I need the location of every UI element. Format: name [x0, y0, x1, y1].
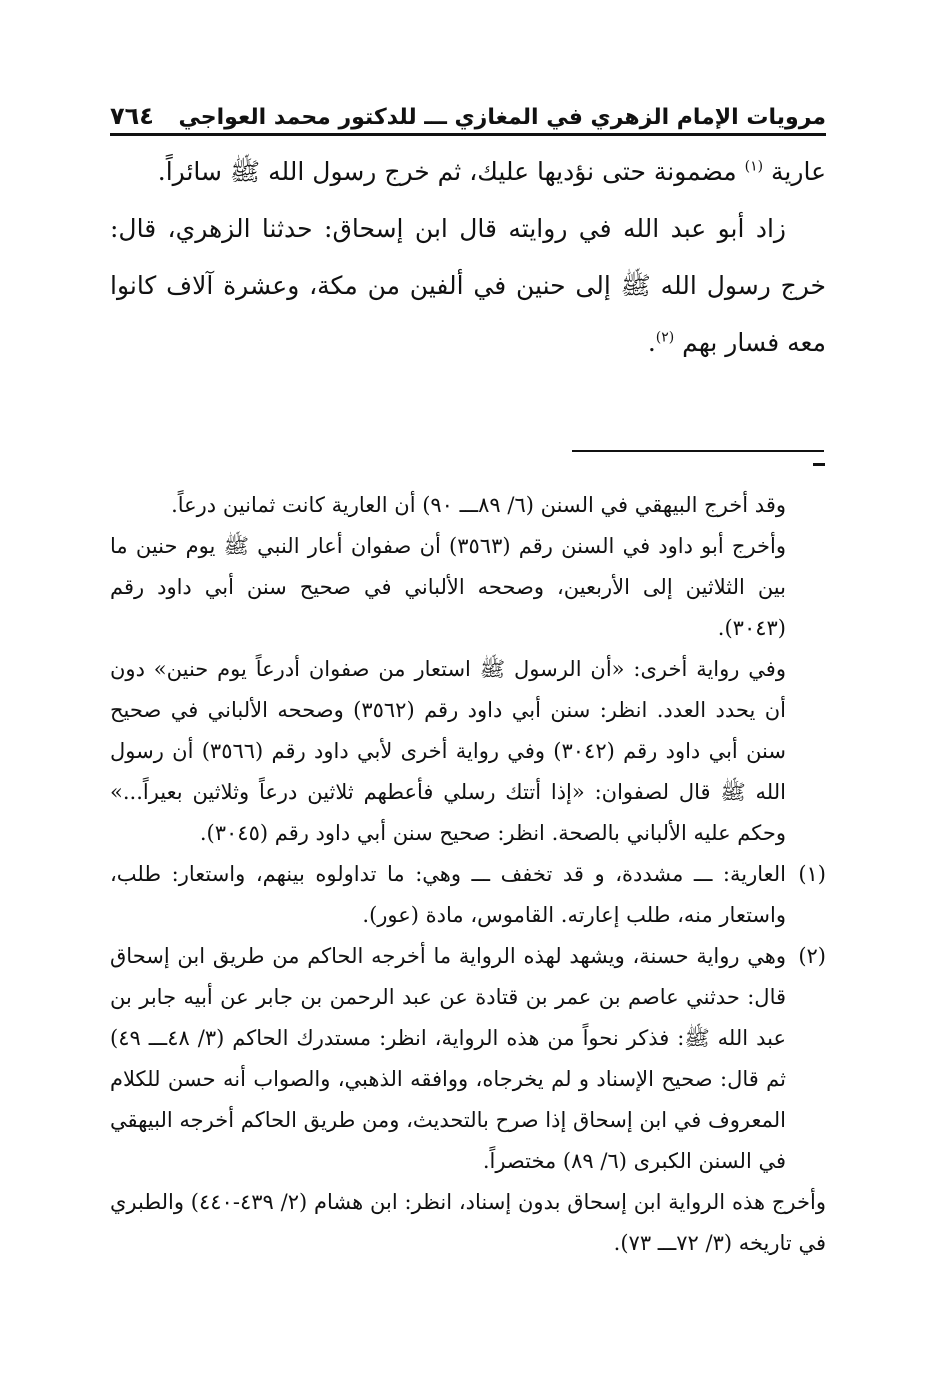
footnote-1 [110, 854, 826, 936]
main-paragraph-end: . [647, 328, 656, 357]
footnote-ref-1: (١) [744, 158, 764, 175]
main-paragraph-text: عارية [763, 157, 826, 186]
main-paragraph [110, 200, 826, 371]
footnote-body [110, 936, 786, 1182]
footnote-body [110, 854, 786, 936]
footnote-continuation-mark [813, 463, 825, 466]
footnote-text: وهي رواية حسنة، ويشهد لهذه الرواية ما أخرجه الحاكم من طريق ابن إسحاق قال: حدثني عاصم بن عمر بن قتادة عن عبد الرحمن بن جابر عن أبيه جابر بن عبد الله ﷺ: فذكر نحواً من هذه الرواية، انظر: مستدرك الحاكم (٣/ ٤٨ـــ ٤٩) ثم قال: صحيح الإسناد و لم يخرجاه، ووافقه الذهبي، والصواب أنه حسن للكلام المعروف في ابن إسحاق إذا صرح بالتحديث، ومن طريق الحاكم أخرجه البيهقي في السنن الكبرى (٦/ ٨٩) مختصراً. [110, 944, 787, 1173]
footnote-continuation-paragraph: وأخرج أبو داود في السنن رقم (٣٥٦٣) أن صفوان أعار النبي ﷺ يوم حنين ما بين الثلاثين إلى الأربعين، وصححه الألباني في صحيح سنن أبي داود رقم (٣٠٤٣). [110, 534, 787, 640]
footnote-number: (١) [798, 862, 826, 886]
footnotes [110, 485, 826, 1264]
page-number: ٧٦٤ [110, 102, 154, 130]
footnote-continuation-paragraph: وفي رواية أخرى: «أن الرسول ﷺ استعار من صفوان أدرعاً يوم حنين» دون أن يحدد العدد. انظر: سنن أبي داود رقم (٣٥٦٢) وصححه الألباني في صحيح سنن أبي داود رقم (٣٠٤٢) وفي رواية أخرى لأبي داود رقم (٣٥٦٦) أن رسول الله ﷺ قال لصفوان: «إذا أتتك رسلي فأعطهم ثلاثين درعاً وثلاثين بعيراً...» وحكم عليه الألباني بالصحة. انظر: صحيح سنن أبي داود رقم (٣٠٤٥). [110, 657, 786, 845]
main-text [110, 143, 826, 371]
footnote-continuation-paragraph: وقد أخرج البيهقي في السنن (٦/ ٨٩ـــ ٩٠) أن العارية كانت ثمانين درعاً. [171, 493, 786, 517]
footnote-2 [110, 936, 826, 1182]
footnote-separator [572, 450, 824, 452]
running-header [110, 96, 826, 136]
footnote-ref-2: (٢) [655, 329, 675, 346]
main-paragraph-text: مضمونة حتى نؤديها عليك، ثم خرج رسول الله ﷺ سائراً. [157, 157, 745, 186]
main-paragraph-text: زاد أبو عبد الله في روايته قال ابن إسحاق: حدثنا الزهري، قال: خرج رسول الله ﷺ إلى حنين في ألفين من مكة، وعشرة آلاف كانوا معه فسار بهم [110, 214, 826, 357]
footnote-number: (٢) [798, 944, 826, 968]
main-paragraph [110, 143, 826, 200]
header-title: مرويات الإمام الزهري في المغازي ـــ للدكتور محمد العواجي [178, 105, 826, 130]
footnote-text: العارية: ـــ مشددة، و قد تخفف ـــ وهي: ما تداولوه بينهم، واستعار: طلب، واستعار منه، طلب إعارته. القاموس، مادة (عور). [110, 862, 786, 927]
footnote-text: وأخرج هذه الرواية ابن إسحاق بدون إسناد، انظر: ابن هشام (٢/ ٤٣٩-٤٤٠) والطبري في تاريخه (٣/ ٧٢ـــ ٧٣). [110, 1190, 826, 1255]
